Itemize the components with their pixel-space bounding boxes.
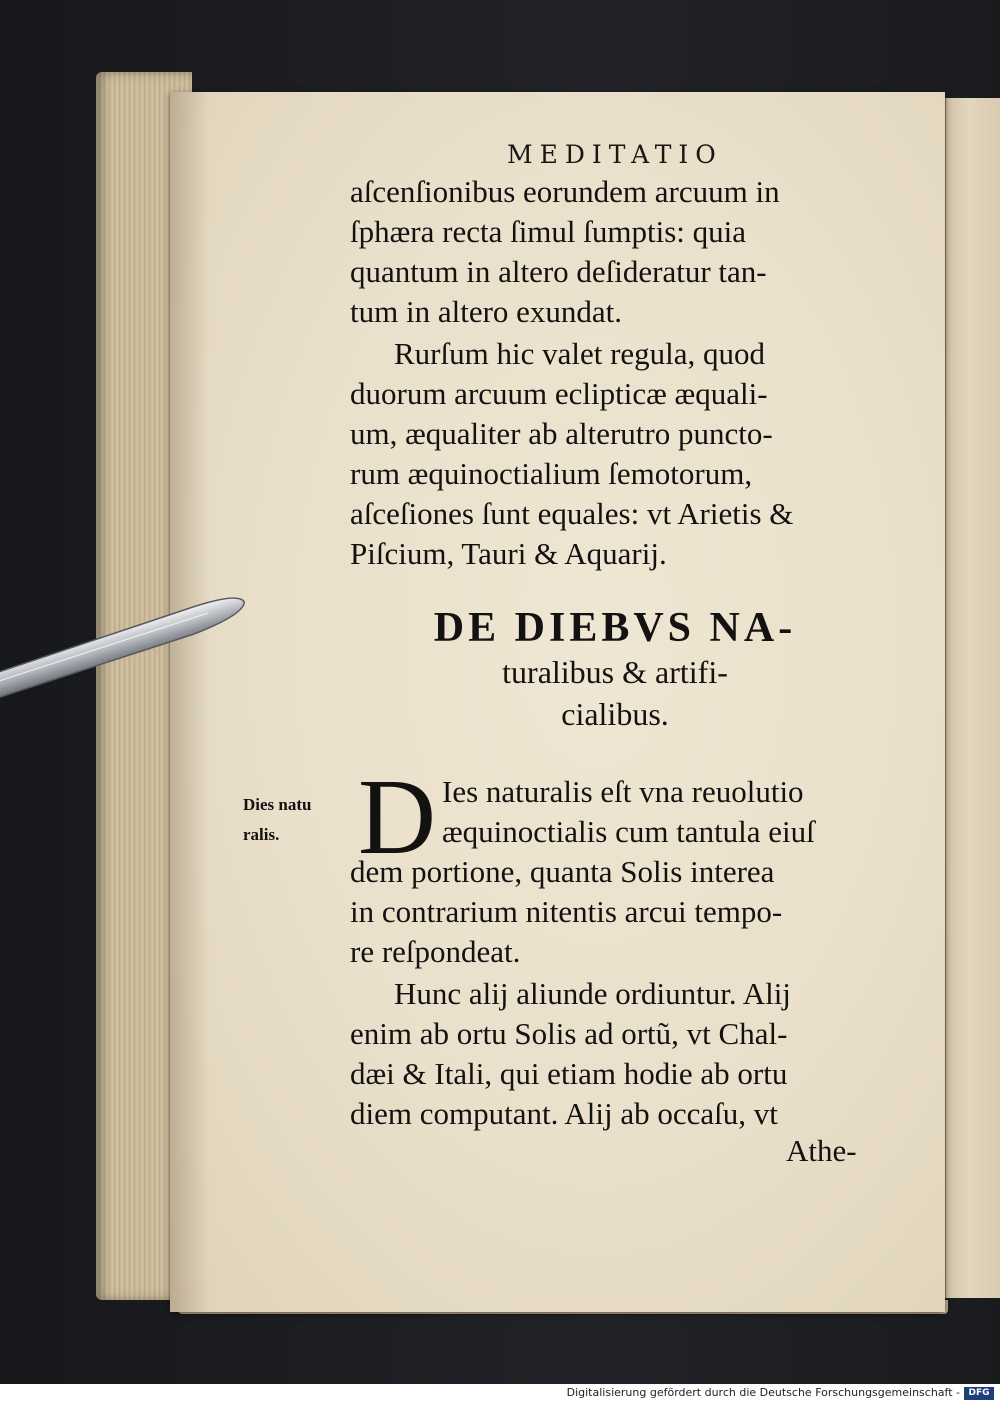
digitization-footer — [0, 1384, 1000, 1404]
text-line: æquinoctialis cum tantula eiuſ — [442, 814, 815, 849]
catchword: Athe- — [786, 1133, 857, 1168]
paragraph-4 — [350, 974, 880, 1134]
heading-line: DE DIEBVS NA- — [433, 605, 797, 651]
text-line: tum in altero exundat. — [350, 294, 623, 329]
running-head: MEDITATIO — [507, 140, 723, 169]
heading-line: cialibus. — [561, 696, 669, 732]
text-line: enim ab ortu Solis ad ortũ, vt Chal- — [350, 1016, 788, 1051]
marginal-note-line: ralis. — [243, 825, 280, 844]
footer-credit: Digitalisierung gefördert durch die Deutsche Forschungsgemeinschaft - — [566, 1386, 960, 1399]
text-line: duorum arcuum eclipticæ æquali- — [350, 376, 768, 411]
heading-line: turalibus & artifi- — [502, 654, 728, 690]
text-line: ſphæra recta ſimul ſumptis: quia — [350, 214, 747, 249]
text-line: um, æqualiter ab alterutro puncto- — [350, 416, 773, 451]
text-line: Ies naturalis eſt vna reuolutio — [442, 774, 804, 809]
text-line: Hunc alij aliunde ordiuntur. Alij — [394, 976, 791, 1011]
text-line: re reſpondeat. — [350, 934, 521, 969]
text-line: Rurſum hic valet regula, quod — [394, 336, 766, 371]
text-line: dem portione, quanta Solis interea — [350, 854, 775, 889]
gutter-shadow — [170, 92, 210, 1312]
paragraph-3 — [350, 772, 880, 972]
text-line: quantum in altero deſideratur tan- — [350, 254, 767, 289]
text-line: aſcenſionibus eorundem arcuum in — [350, 174, 780, 209]
section-heading — [350, 604, 880, 738]
text-line: rum æquinoctialium ſemotorum, — [350, 456, 753, 491]
marginal-note — [243, 790, 311, 850]
text-line: Piſcium, Tauri & Aquarij. — [350, 536, 667, 571]
text-line: in contrarium nitentis arcui tempo- — [350, 894, 783, 929]
dfg-logo: DFG — [964, 1387, 994, 1400]
paragraph-2 — [350, 334, 880, 574]
text-line: dæi & Itali, qui etiam hodie ab ortu — [350, 1056, 788, 1091]
text-line: aſceſiones ſunt equales: vt Arietis & — [350, 496, 794, 531]
paragraph-1 — [350, 172, 880, 332]
marginal-note-line: Dies natu — [243, 795, 312, 814]
drop-initial: D — [358, 758, 436, 877]
text-line: diem computant. Alij ab occaſu, vt — [350, 1096, 778, 1131]
facing-page-edge — [944, 98, 1000, 1298]
